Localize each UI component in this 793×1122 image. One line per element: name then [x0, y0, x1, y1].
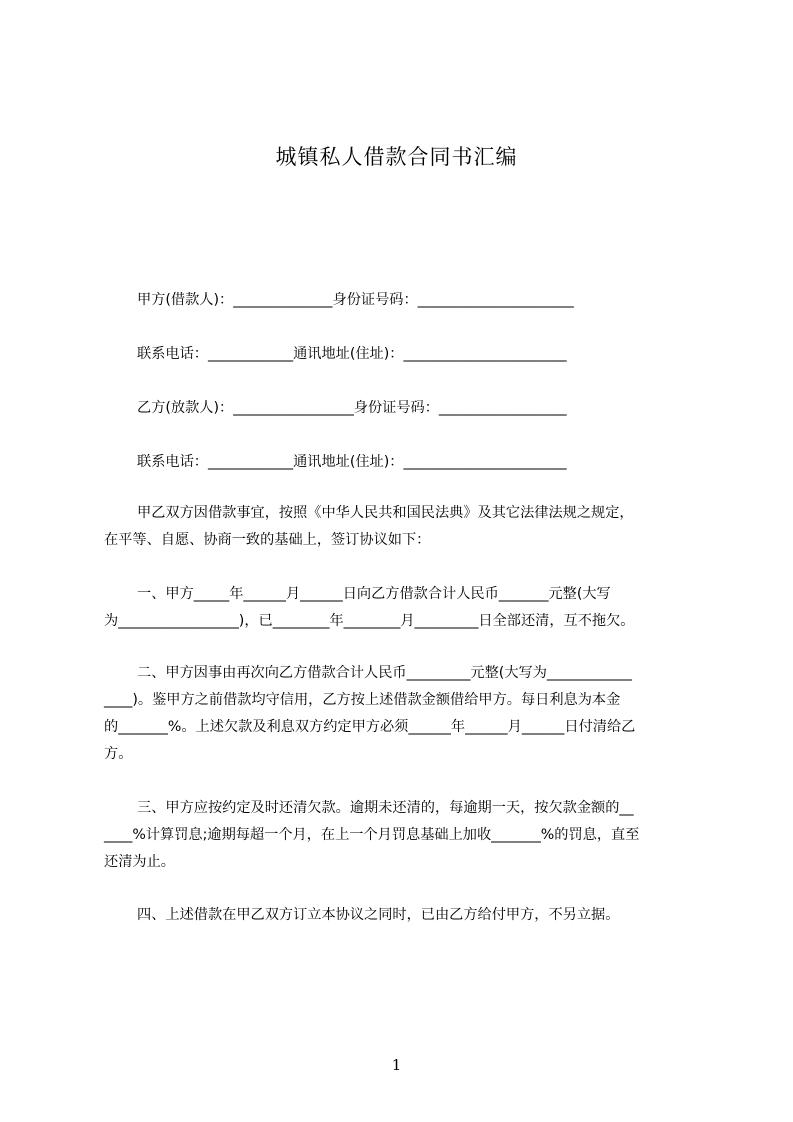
- party-a-line: 甲方(借款人)：______________身份证号码：______________________: [137, 292, 574, 308]
- clause-1-line-1: 一、甲方_____年______月______日向乙方借款合计人民币_______元整(大写: [137, 586, 611, 602]
- preamble-line-2: 在平等、自愿、协商一致的基础上，签订协议如下：: [104, 532, 431, 548]
- clause-2-line-2: ____)。鉴甲方之前借款均守信用，乙方按上述借款金额借给甲方。每日利息为本金: [104, 692, 621, 708]
- document-title: 城镇私人借款合同书汇编: [275, 145, 518, 169]
- clause-2-line-1: 二、甲方因事由再次向乙方借款合计人民币_________元整(大写为____________: [137, 665, 633, 681]
- clause-2-line-4: 方。: [104, 746, 133, 762]
- party-b-contact-line: 联系电话：____________通讯地址(住址)：_______________________: [137, 454, 567, 470]
- clause-4-line: 四、上述借款在甲乙双方订立本协议之同时，已由乙方给付甲方，不另立据。: [137, 907, 620, 923]
- page-number: 1: [391, 1056, 402, 1074]
- party-a-contact-line: 联系电话：____________通讯地址(住址)：_______________________: [137, 346, 567, 362]
- clause-2-line-3: 的_______%。上述欠款及利息双方约定甲方必须______年______月______日付清给乙: [104, 719, 636, 735]
- preamble-line-1: 甲乙双方因借款事宜，按照《中华人民共和国民法典》及其它法律法规之规定，: [137, 505, 634, 521]
- clause-3-line-2: ____%计算罚息;逾期每超一个月，在上一个月罚息基础上加收_______%的罚息，直至: [104, 827, 640, 843]
- clause-1-line-2: 为_________________)，已________年________月_________日全部还清，互不拖欠。: [104, 613, 635, 629]
- clause-3-line-3: 还清为止。: [104, 854, 175, 870]
- party-b-line: 乙方(放款人)：_________________身份证号码：__________________: [137, 400, 567, 416]
- clause-3-line-1: 三、甲方应按约定及时还清欠款。逾期未还清的，每逾期一天，按欠款金额的__: [137, 800, 634, 816]
